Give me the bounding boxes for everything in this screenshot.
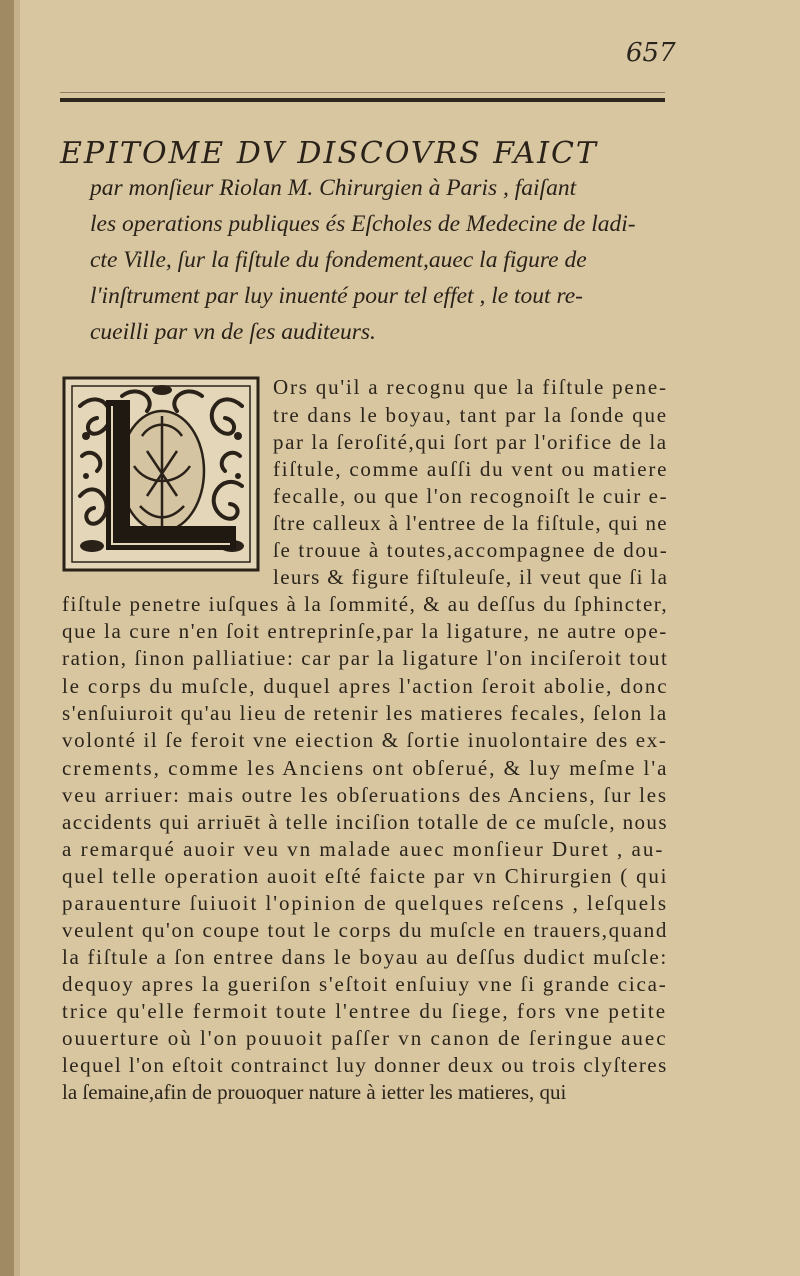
subheading-line: cte Ville, ſur la fiſtule du fondement,auec la figure de — [90, 247, 587, 273]
body-line: a remarqué auoir veu vn malade auec monſieur Duret , au- — [62, 837, 665, 861]
body-line: parauenture ſuiuoit l'opinion de quelques reſcens , leſquels — [62, 891, 668, 915]
body-line: fiſtule, comme auſſi du vent ou matiere — [273, 457, 669, 481]
body-line: le corps du muſcle, duquel apres l'action ſeroit abolie, donc — [62, 674, 669, 698]
subheading-line: l'inſtrument par luy inuenté pour tel effet , le tout re- — [90, 283, 583, 309]
page-edge — [14, 0, 20, 1276]
body-line: ration, ſinon palliatiue: car par la ligature l'on inciſeroit tout — [62, 646, 669, 670]
body-line: la ſemaine,afin de prouoquer nature à ietter les matieres, qui — [62, 1080, 567, 1104]
body-line: la fiſtule a ſon entree dans le boyau au deſſus dudict muſcle: — [62, 945, 668, 969]
book-spine — [0, 0, 14, 1276]
body-line: volonté il ſe feroit vne eiection & ſortie inuolontaire des ex- — [62, 728, 668, 752]
body-line: quel telle operation auoit eſté faicte par vn Chirurgien ( qui — [62, 864, 669, 888]
body-line: veu arriuer: mais outre les obſeruations des Anciens, ſur les — [62, 783, 668, 807]
body-line: veulent qu'on coupe tout le corps du muſcle en trauers,quand — [62, 918, 668, 942]
body-line: fiſtule penetre iuſques à la ſommité, & au deſſus du ſphincter, — [62, 592, 669, 616]
body-line: dequoy apres la gueriſon s'eſtoit enſuiuy vne ſi grande cica- — [62, 972, 668, 996]
body-line: s'enſuiuroit qu'au lieu de retenir les matieres fecales, ſelon la — [62, 701, 668, 725]
body-line: trice qu'elle fermoit toute l'entree du ſiege, fors vne petite — [62, 999, 668, 1023]
subheading-line: cueilli par vn de ſes auditeurs. — [90, 319, 376, 345]
chapter-heading: EPITOME DV DISCOVRS FAICT — [60, 136, 598, 171]
body-line: fecalle, ou que l'on recognoiſt le cuir e- — [273, 484, 669, 508]
header-rule — [60, 98, 665, 102]
chapter-subheading — [90, 170, 670, 350]
body-line: Ors qu'il a recognu que la fiſtule pene- — [273, 375, 668, 399]
subheading-line: les operations publiques és Eſcholes de Medecine de ladi- — [90, 211, 636, 237]
subheading-line: par monſieur Riolan M. Chirurgien à Paris , faiſant — [90, 175, 577, 201]
body-line: lequel l'on eſtoit contrainct luy donner deux ou trois clyſteres — [62, 1053, 668, 1077]
decorated-initial-image — [62, 376, 260, 572]
body-line: accidents qui arriuēt à telle inciſion totalle de ce muſcle, nous — [62, 810, 668, 834]
body-line: crements, comme les Anciens ont obſerué, & luy meſme l'a — [62, 756, 669, 780]
body-line: ſe trouue à toutes,accompagnee de dou- — [273, 538, 669, 562]
body-line: par la ſeroſité,qui ſort par l'orifice de la — [273, 430, 668, 454]
body-line: leurs & figure fiſtuleuſe, il veut que ſi la — [273, 565, 669, 589]
body-line: ſtre calleux à l'entree de la fiſtule, qui ne — [273, 511, 668, 535]
page-number: 657 — [626, 38, 676, 68]
body-line: que la cure n'en ſoit entreprinſe,par la ligature, ne autre ope- — [62, 619, 668, 643]
header-rule-thin — [60, 92, 665, 93]
body-line: ouuerture où l'on pouuoit paſſer vn canon de ſeringue auec — [62, 1026, 668, 1050]
body-line: tre dans le boyau, tant par la ſonde que — [273, 403, 668, 427]
